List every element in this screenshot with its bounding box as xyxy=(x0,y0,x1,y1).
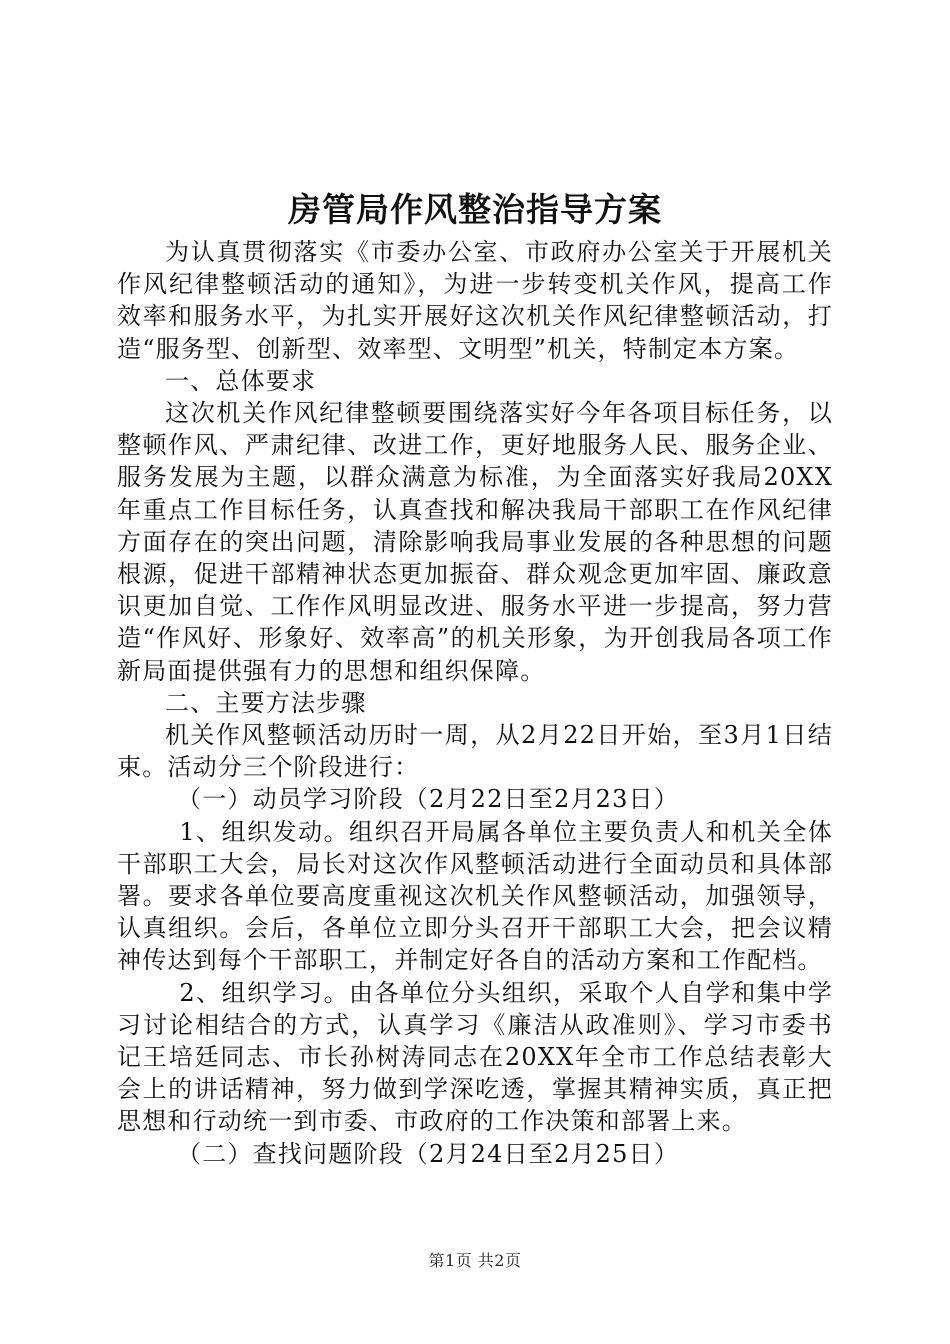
document-title: 房管局作风整治指导方案 xyxy=(288,190,662,229)
document-body xyxy=(117,236,833,1170)
page-number-footer: 第1页 共2页 xyxy=(428,1251,522,1270)
item-organize-study: 2、组织学习。由各单位分头组织，采取个人自学和集中学习讨论相结合的方式，认真学习《廉洁从政准则》、学习市委书记王培廷同志、市长孙树涛同志在20XX年全市工作总结表彰大会上的讲话精神，努力做到学深吃透，掌握其精神实质，真正把思想和行动统一到市委、市政府的工作决策和部署上来。 xyxy=(117,978,833,1136)
intro-paragraph: 为认真贯彻落实《市委办公室、市政府办公室关于开展机关作风纪律整顿活动的通知》，为进一步转变机关作风，提高工作效率和服务水平，为扎实开展好这次机关作风纪律整顿活动，打造“服务型、创新型、效率型、文明型”机关，特制定本方案。 xyxy=(117,238,833,363)
main-steps-paragraph: 机关作风整顿活动历时一周，从2月22日开始，至3月1日结束。活动分三个阶段进行： xyxy=(117,721,833,782)
section-heading-main-steps: 二、主要方法步骤 xyxy=(165,688,367,717)
item-organize-mobilization: 1、组织发动。组织召开局属各单位主要负责人和机关全体干部职工大会，局长对这次作风整顿活动进行全面动员和具体部署。要求各单位要高度重视这次机关作风整顿活动，加强领导，认真组织。会后，各单位立即分头召开干部职工大会，把会议精神传达到每个干部职工，并制定好各自的活动方案和工作配档。 xyxy=(117,817,833,975)
section-heading-general-requirements: 一、总体要求 xyxy=(165,366,317,395)
general-requirements-paragraph: 这次机关作风纪律整顿要围绕落实好今年各项目标任务，以整顿作风、严肃纪律、改进工作，更好地服务人民、服务企业、服务发展为主题，以群众满意为标准，为全面落实好我局20XX年重点工作目标任务，认真查找和解决我局干部职工在作风纪律方面存在的突出问题，清除影响我局事业发展的各种思想的问题根源，促进干部精神状态更加振奋、群众观念更加牢固、廉政意识更加自觉、工作作风明显改进、服务水平进一步提高，努力营造“作风好、形象好、效率高”的机关形象，为开创我局各项工作新局面提供强有力的思想和组织保障。 xyxy=(117,399,833,685)
subheading-mobilization-stage: （一）动员学习阶段（2月22日至2月23日） xyxy=(177,785,680,814)
subheading-find-problems-stage: （二）查找问题阶段（2月24日至2月25日） xyxy=(177,1139,680,1168)
